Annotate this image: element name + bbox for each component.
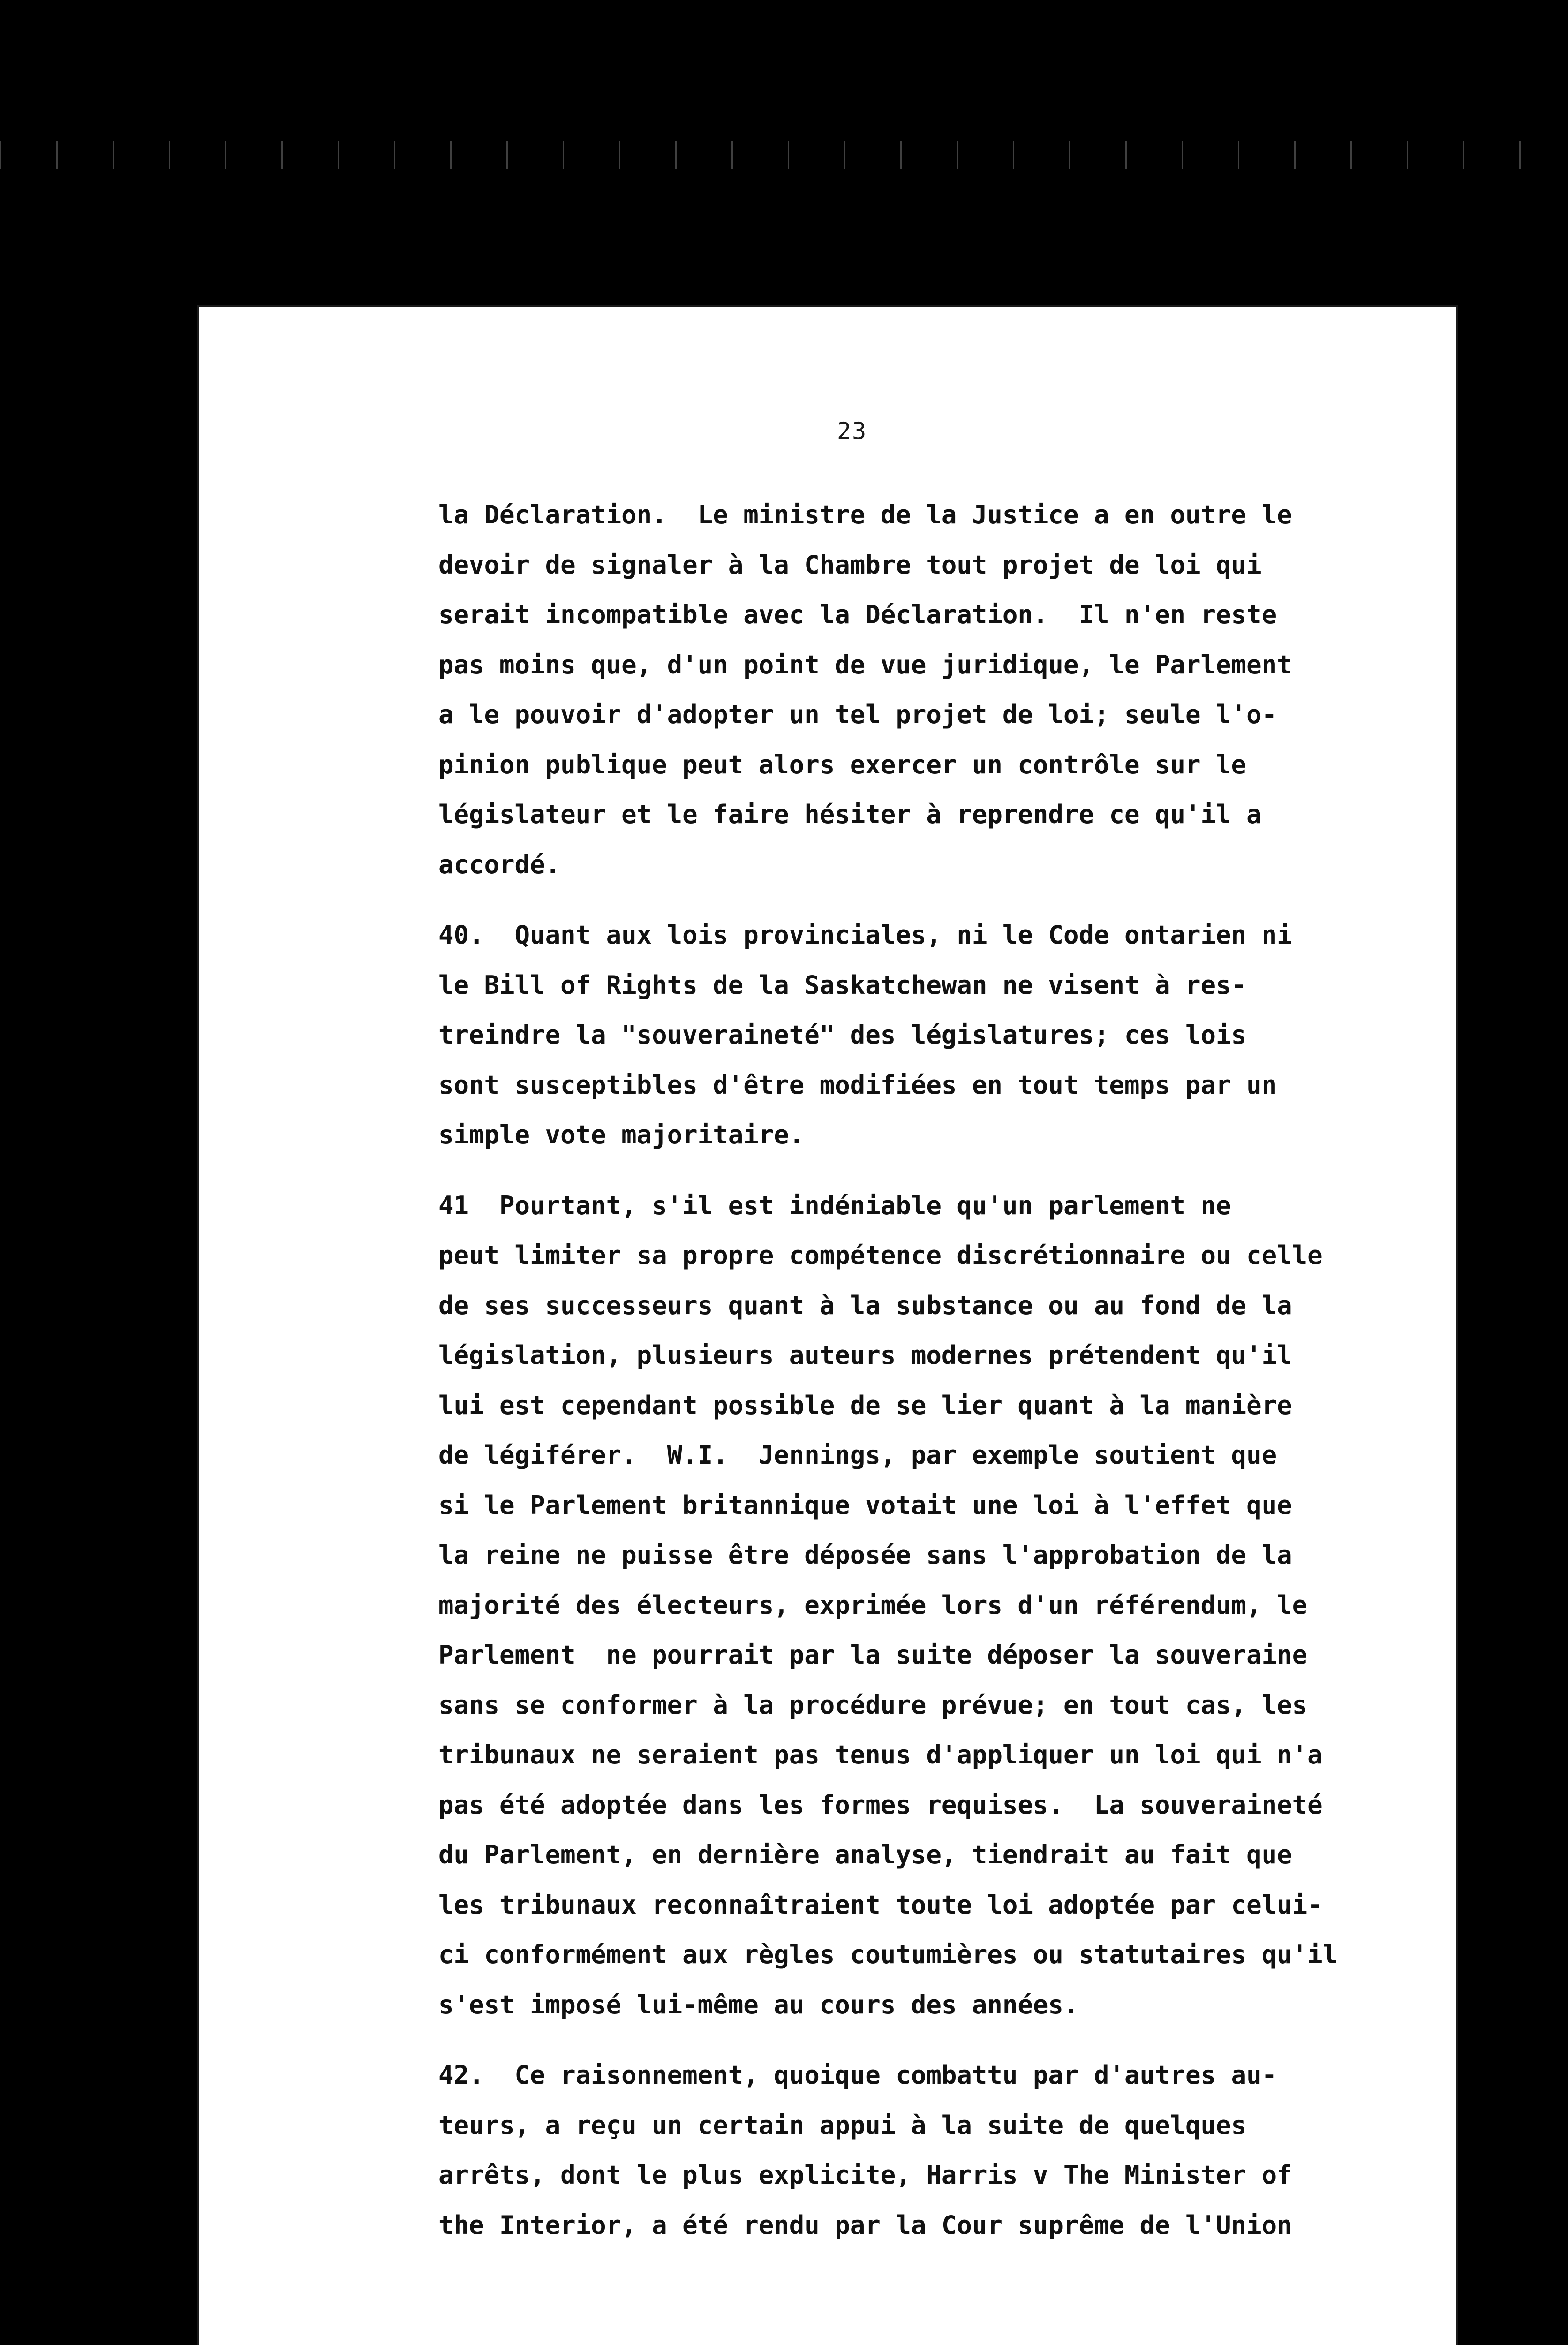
text-line: sans se conformer à la procédure prévue; en tout cas, les	[438, 1690, 1308, 1720]
page-body	[438, 490, 1357, 2250]
paragraph-40	[438, 910, 1357, 1160]
text-line: treindre la "souveraineté" des législatures; ces lois	[438, 1020, 1247, 1050]
text-line: du Parlement, en dernière analyse, tiendrait au fait que	[438, 1840, 1292, 1869]
text-line: devoir de signaler à la Chambre tout projet de loi qui	[438, 550, 1262, 580]
page-number: 23	[837, 417, 867, 445]
text-line: de ses successeurs quant à la substance ou au fond de la	[438, 1290, 1292, 1320]
text-line: si le Parlement britannique votait une loi à l'effet que	[438, 1490, 1292, 1520]
text-line: 42. Ce raisonnement, quoique combattu par d'autres au-	[438, 2060, 1277, 2090]
text-line: the Interior, a été rendu par la Cour suprême de l'Union	[438, 2210, 1292, 2240]
text-line: tribunaux ne seraient pas tenus d'appliquer un loi qui n'a	[438, 1740, 1323, 1770]
text-line: 40. Quant aux lois provinciales, ni le Code ontarien ni	[438, 920, 1292, 950]
film-scratches	[0, 141, 1568, 169]
text-line: ci conformément aux règles coutumières ou statutaires qu'il	[438, 1940, 1338, 1969]
text-line: arrêts, dont le plus explicite, Harris v The Minister of	[438, 2160, 1292, 2190]
text-line: peut limiter sa propre compétence discrétionnaire ou celle	[438, 1241, 1323, 1270]
text-line: majorité des électeurs, exprimée lors d'un référendum, le	[438, 1590, 1308, 1620]
paragraph-42	[438, 2050, 1357, 2250]
text-line: législation, plusieurs auteurs modernes prétendent qu'il	[438, 1340, 1292, 1370]
typed-page	[199, 307, 1456, 2345]
text-line: pinion publique peut alors exercer un contrôle sur le	[438, 749, 1247, 779]
text-line: s'est imposé lui-même au cours des années.	[438, 1989, 1079, 2020]
text-line: lui est cependant possible de se lier quant à la manière	[438, 1390, 1292, 1420]
text-line: Parlement ne pourrait par la suite déposer la souveraine	[438, 1640, 1308, 1670]
text-line: accordé.	[438, 849, 561, 879]
paragraph-continuation	[438, 490, 1357, 890]
text-line: la Déclaration. Le ministre de la Justice a en outre le	[438, 500, 1292, 530]
text-line: le Bill of Rights de la Saskatchewan ne visent à res-	[438, 970, 1247, 1000]
text-line: teurs, a reçu un certain appui à la suite de quelques	[438, 2110, 1247, 2140]
text-line: sont susceptibles d'être modifiées en tout temps par un	[438, 1070, 1277, 1100]
text-line: 41 Pourtant, s'il est indéniable qu'un parlement ne	[438, 1190, 1231, 1220]
text-line: a le pouvoir d'adopter un tel projet de loi; seule l'o-	[438, 700, 1277, 729]
text-line: pas moins que, d'un point de vue juridique, le Parlement	[438, 650, 1292, 680]
text-line: serait incompatible avec la Déclaration. Il n'en reste	[438, 600, 1277, 629]
text-line: de légiférer. W.I. Jennings, par exemple soutient que	[438, 1440, 1277, 1470]
paragraph-41	[438, 1181, 1357, 2030]
text-line: pas été adoptée dans les formes requises. La souveraineté	[438, 1790, 1323, 1820]
text-line: la reine ne puisse être déposée sans l'approbation de la	[438, 1540, 1292, 1570]
text-line: simple vote majoritaire.	[438, 1120, 805, 1150]
text-line: les tribunaux reconnaîtraient toute loi adoptée par celui-	[438, 1890, 1323, 1920]
text-line: législateur et le faire hésiter à reprendre ce qu'il a	[438, 800, 1262, 829]
